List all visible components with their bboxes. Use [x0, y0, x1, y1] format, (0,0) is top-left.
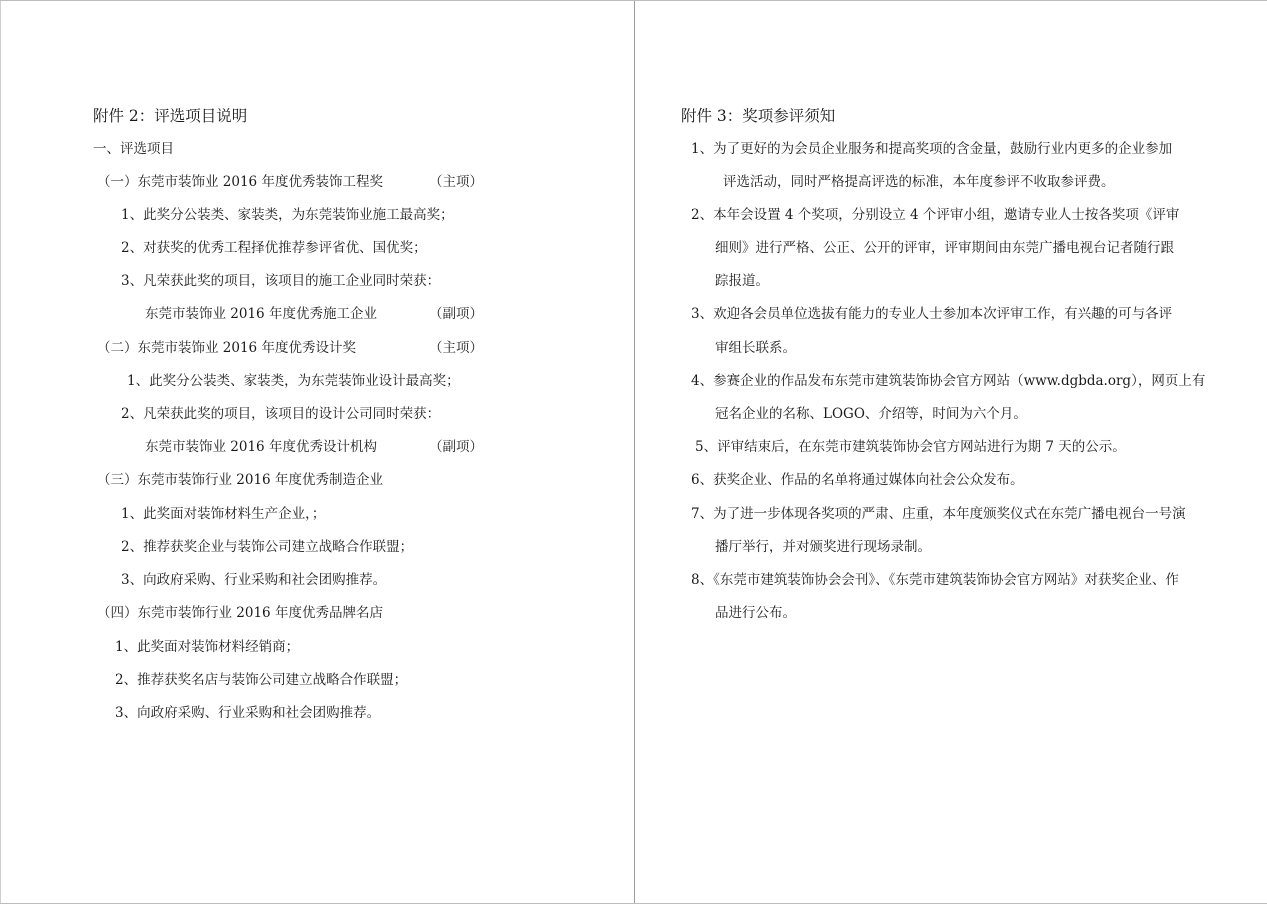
list-item: 3、向政府采购、行业采购和社会团购推荐。: [121, 572, 387, 588]
list-item: 1、此奖面对装饰材料生产企业，；: [121, 506, 326, 522]
left-page-title: 附件 2：评选项目说明: [93, 107, 248, 125]
list-item: 1、此奖分公装类、家装类，为东莞装饰业施工最高奖；: [121, 207, 454, 223]
notice-line: 4、参赛企业的作品发布东莞市建筑装饰协会官方网站（www.dgbda.org），网页上有: [691, 373, 1206, 389]
list-item: 3、向政府采购、行业采购和社会团购推荐。: [115, 705, 381, 721]
list-item: 2、推荐获奖名店与装饰公司建立战略合作联盟；: [115, 672, 408, 688]
notice-line: 审组长联系。: [715, 340, 796, 356]
notice-line: 品进行公布。: [715, 605, 796, 621]
sub-award-title: 东莞市装饰业 2016 年度优秀设计机构: [145, 439, 377, 455]
list-item: 3、凡荣获此奖的项目，该项目的施工企业同时荣获：: [121, 273, 441, 289]
notice-line: 评选活动，同时严格提高评选的标准，本年度参评不收取参评费。: [723, 174, 1115, 190]
notice-line: 踪报道。: [715, 273, 769, 289]
right-page-title: 附件 3：奖项参评须知: [681, 107, 836, 125]
notice-line: 细则》进行严格、公正、公开的评审，评审期间由东莞广播电视台记者随行跟: [715, 240, 1174, 256]
list-item: 1、此奖面对装饰材料经销商；: [115, 639, 300, 655]
award-item-2-tag: （主项）: [429, 340, 483, 356]
notice-line: 冠名企业的名称、LOGO、介绍等，时间为六个月。: [715, 406, 1027, 422]
award-item-3-title: （三）东莞市装饰行业 2016 年度优秀制造企业: [97, 472, 383, 488]
section-heading: 一、评选项目: [93, 141, 174, 157]
notice-line: 2、本年会设置 4 个奖项，分别设立 4 个评审小组，邀请专业人士按各奖项《评审: [691, 207, 1180, 223]
list-item: 2、对获奖的优秀工程择优推荐参评省优、国优奖；: [121, 240, 427, 256]
list-item: 1、此奖分公装类、家装类，为东莞装饰业设计最高奖；: [127, 373, 460, 389]
notice-line: 播厅举行，并对颁奖进行现场录制。: [715, 539, 931, 555]
list-item: 2、推荐获奖企业与装饰公司建立战略合作联盟；: [121, 539, 414, 555]
award-item-1-tag: （主项）: [429, 174, 483, 190]
notice-line: 1、为了更好的为会员企业服务和提高奖项的含金量，鼓励行业内更多的企业参加: [691, 141, 1173, 157]
sub-award-tag: （副项）: [429, 306, 483, 322]
notice-line: 5、评审结束后，在东莞市建筑装饰协会官方网站进行为期 7 天的公示。: [695, 439, 1126, 455]
notice-line: 3、欢迎各会员单位选拔有能力的专业人士参加本次评审工作，有兴趣的可与各评: [691, 306, 1173, 322]
notice-line: 6、获奖企业、作品的名单将通过媒体向社会公众发布。: [691, 472, 1024, 488]
award-item-1-title: （一）东莞市装饰业 2016 年度优秀装饰工程奖: [97, 174, 383, 190]
sub-award-tag: （副项）: [429, 439, 483, 455]
award-item-2-title: （二）东莞市装饰业 2016 年度优秀设计奖: [97, 340, 356, 356]
notice-line: 8、《东莞市建筑装饰协会会刊》、《东莞市建筑装饰协会官方网站》对获奖企业、作: [691, 572, 1179, 588]
sub-award-title: 东莞市装饰业 2016 年度优秀施工企业: [145, 306, 377, 322]
page-left: [0, 1, 634, 903]
list-item: 2、凡荣获此奖的项目，该项目的设计公司同时荣获：: [121, 406, 441, 422]
award-item-4-title: （四）东莞市装饰行业 2016 年度优秀品牌名店: [97, 605, 383, 621]
page-right: [634, 1, 1267, 903]
notice-line: 7、为了进一步体现各奖项的严肃、庄重，本年度颁奖仪式在东莞广播电视台一号演: [691, 506, 1186, 522]
